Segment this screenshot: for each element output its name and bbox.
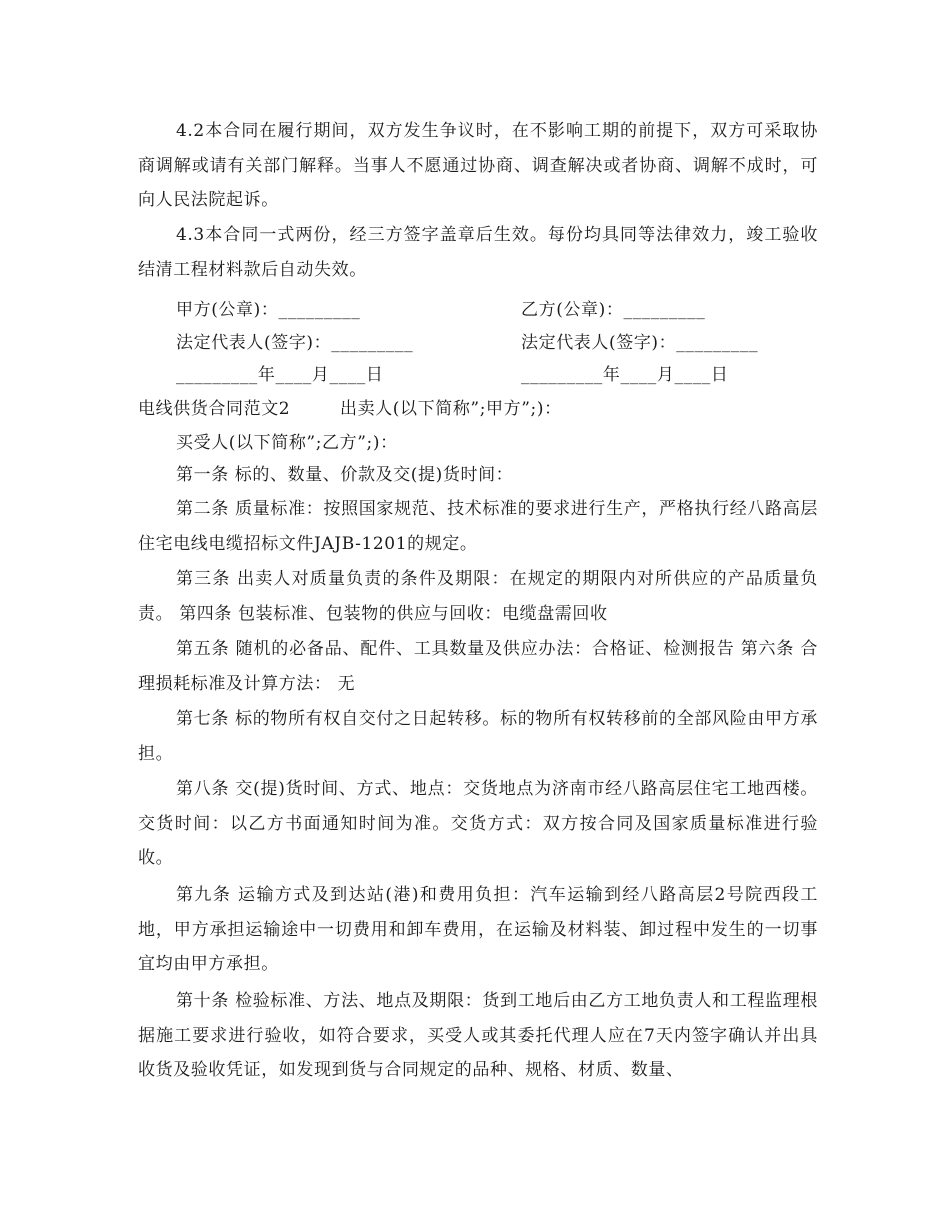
party-a-date-line: _________年____月____日 (176, 365, 384, 385)
party-b-seal-line: 乙方(公章)：_________ (521, 300, 706, 320)
article-3-4: 第三条 出卖人对质量负责的条件及期限：在规定的期限内对所供应的产品质量负责。 第四条 包装标准、包装物的供应与回收：电缆盘需回收 (138, 569, 818, 624)
article-2: 第二条 质量标准：按照国家规范、技术标准的要求进行生产，严格执行经八路高层住宅电线电缆招标文件JAJB-1201的规定。 (138, 499, 818, 554)
article-1: 第一条 标的、数量、价款及交(提)货时间： (176, 465, 514, 485)
article-7: 第七条 标的物所有权自交付之日起转移。标的物所有权转移前的全部风险由甲方承担。 (138, 709, 818, 764)
buyer-line: 买受人(以下简称”;乙方”;)： (176, 433, 398, 453)
party-a-seal-line: 甲方(公章)：_________ (176, 300, 361, 320)
article-5-6: 第五条 随机的必备品、配件、工具数量及供应办法：合格证、检测报告 第六条 合理损耗标准及计算方法： 无 (138, 639, 818, 694)
article-8: 第八条 交(提)货时间、方式、地点：交货地点为济南市经八路高层住宅工地西楼。交货时间：以乙方书面通知时间为准。交货方式：双方按合同及国家质量标准进行验收。 (138, 779, 818, 868)
clause-4-2: 4.2本合同在履行期间，双方发生争议时，在不影响工期的前提下，双方可采取协商调解或请有关部门解释。当事人不愿通过协商、调查解决或者协商、调解不成时，可向人民法院起诉。 (138, 121, 818, 210)
sample-2-heading: 电线供货合同范文2 (138, 399, 291, 419)
seller-line: 出卖人(以下简称”;甲方”;)： (340, 399, 562, 419)
party-b-date-line: _________年____月____日 (521, 365, 729, 385)
article-9: 第九条 运输方式及到达站(港)和费用负担：汽车运输到经八路高层2号院西段工地，甲方承担运输途中一切费用和卸车费用，在运输及材料装、卸过程中发生的一切事宜均由甲方承担。 (138, 885, 818, 974)
clause-4-3: 4.3本合同一式两份，经三方签字盖章后生效。每份均具同等法律效力，竣工验收结清工程材料款后自动失效。 (138, 225, 818, 280)
article-10: 第十条 检验标准、方法、地点及期限：货到工地后由乙方工地负责人和工程监理根据施工要求进行验收，如符合要求，买受人或其委托代理人应在7天内签字确认并出具收货及验收凭证，如发现到货与合同规定的品种、规格、材质、数量、 (138, 991, 818, 1080)
party-a-representative-line: 法定代表人(签字)：_________ (176, 333, 414, 353)
party-b-representative-line: 法定代表人(签字)：_________ (521, 333, 759, 353)
